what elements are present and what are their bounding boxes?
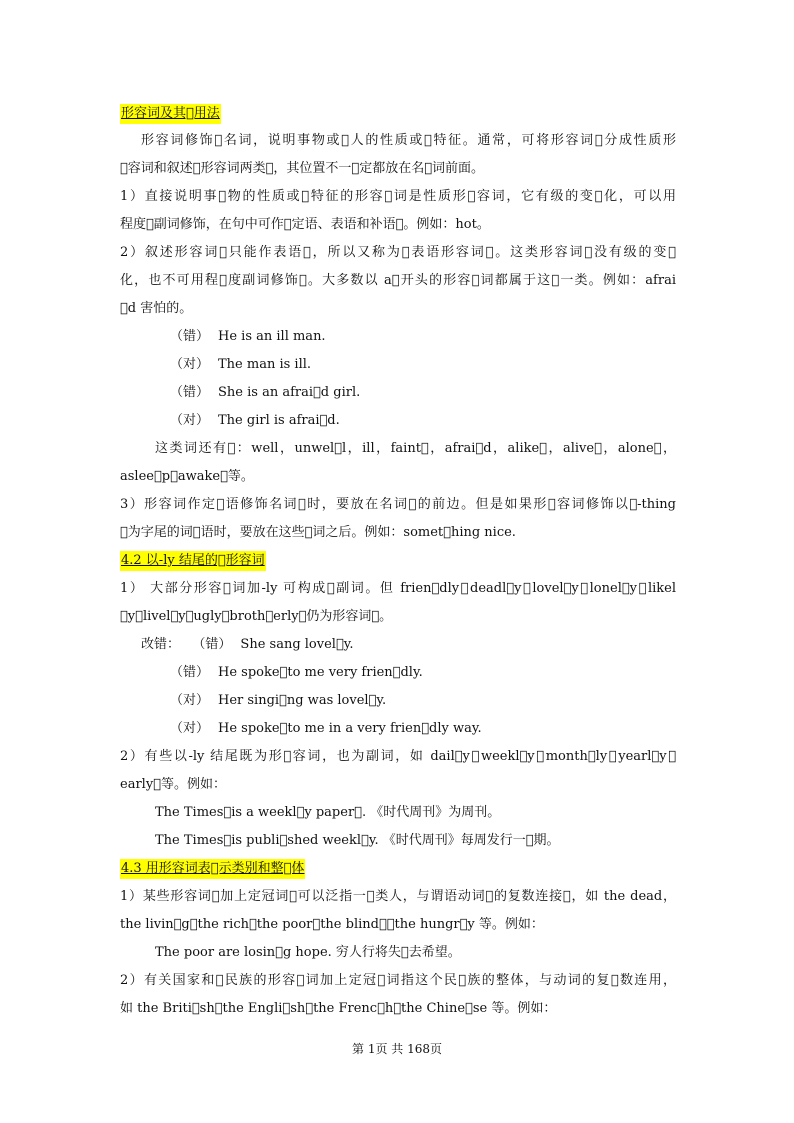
example-line	[170, 663, 676, 683]
paragraph-line: 2）有些以-ly 结尾既为形 容词，也为副词，如 dail y，weekl y，month ly，yearl y，	[120, 749, 676, 764]
paragraph-line: 2）有关国家和 民族的形容 词加上定冠 词指这个民 族的整体，与动词的复 数连用，	[120, 973, 676, 988]
example-line	[170, 383, 676, 403]
paragraph-line: the livin g，the rich，the poor，the blind ，the hungr y 等。例如：	[120, 917, 544, 932]
example-mark: （对）	[170, 413, 210, 428]
example-line	[170, 355, 676, 375]
paragraph-line:  y，livel y，ugly，broth erly，仍为形容词 。	[120, 609, 393, 624]
paragraph-line: 1） 大部分形容 词加-ly 可构成 副词。但 frien dly，deadl y，lovel y，lonel y，likel	[120, 581, 676, 596]
example-text: Her singi ng was lovel y.	[218, 693, 387, 708]
heading-highlight: 形容词及其 用法	[120, 104, 221, 124]
example-line	[170, 411, 676, 431]
paragraph-line: 3）形容词作定 语修饰名词 时，要放在名词 的前边。但是如果形 容词修饰以 -thing	[120, 497, 676, 512]
heading-highlight: 4.2 以-ly 结尾的 形容词	[120, 551, 266, 571]
example-sentence: The poor are losin g hope. 穷人行将失 去希望。	[155, 945, 461, 960]
example-text: The girl is afrai d.	[218, 413, 340, 428]
example-mark: （错）	[170, 665, 210, 680]
section-heading	[120, 551, 676, 571]
paragraph-line:  容词和叙述 形容词两类 ，其位置不一 定都放在名 词前面。	[120, 161, 485, 176]
example-sentence: The Times is publi shed weekl y. 《时代周刊》每周发行一 期。	[155, 833, 560, 848]
correction-label: 改错：	[141, 637, 181, 652]
example-mark: （错）	[170, 329, 210, 344]
example-line	[170, 327, 676, 347]
example-mark: （对）	[170, 693, 210, 708]
example-text: She is an afrai d girl.	[218, 385, 361, 400]
example-line	[141, 635, 676, 655]
paragraph-line: 1）某些形容词 加上定冠词 可以泛指一 类人，与谓语动词 的复数连接 ，如 the dead，	[120, 889, 676, 904]
section-heading	[120, 859, 676, 879]
section-heading	[120, 104, 676, 124]
example-mark: （错）	[192, 637, 232, 652]
example-line	[170, 691, 676, 711]
example-text: He spoke to me very frien dly.	[218, 665, 423, 680]
paragraph-line: 1）直接说明事 物的性质或 特征的形容 词是性质形 容词，它有级的变 化，可以用	[120, 189, 676, 204]
example-mark: （对）	[170, 357, 210, 372]
page-number-footer: 第 1页 共 168页	[352, 1042, 442, 1056]
example-text: She sang lovel y.	[240, 637, 354, 652]
heading-highlight: 4.3 用形容词表 示类别和整 体	[120, 859, 305, 879]
paragraph-line:  为字尾的词 语时，要放在这些 词之后。例如：somet hing nice.	[120, 525, 516, 540]
paragraph-line: aslee p，awake 等。	[120, 469, 254, 484]
paragraph-line: 化，也不可用程 度副词修饰 。大多数以 a 开头的形容 词都属于这 一类。例如：afrai	[120, 273, 676, 288]
example-sentence: The Times is a weekl y paper . 《时代周刊》为周刊。	[155, 805, 501, 820]
paragraph-line:  d 害怕的。	[120, 301, 193, 316]
paragraph-line: early 等。例如：	[120, 777, 226, 792]
example-line	[170, 719, 676, 739]
example-mark: （错）	[170, 385, 210, 400]
paragraph-line: 这类词还有 ：well，unwel l，ill，faint ，afrai d，alike ，alive ，alone ，	[155, 441, 676, 456]
example-text: The man is ill.	[218, 357, 312, 372]
paragraph-line: 形容词修饰 名词，说明事物或 人的性质或 特征。通常，可将形容词 分成性质形	[141, 133, 676, 148]
example-mark: （对）	[170, 721, 210, 736]
example-text: He is an ill man.	[218, 329, 326, 344]
example-text: He spoke to me in a very frien dly way.	[218, 721, 482, 736]
paragraph-line: 程度 副词修饰，在句中可作 定语、表语和补语 。例如：hot。	[120, 217, 490, 232]
paragraph-line: 2）叙述形容词 只能作表语 ，所以又称为 表语形容词 。这类形容词 没有级的变 	[120, 245, 676, 260]
paragraph-line: 如 the Briti sh，the Engli sh，the Frenc h，the Chine se 等。例如：	[120, 1001, 557, 1016]
